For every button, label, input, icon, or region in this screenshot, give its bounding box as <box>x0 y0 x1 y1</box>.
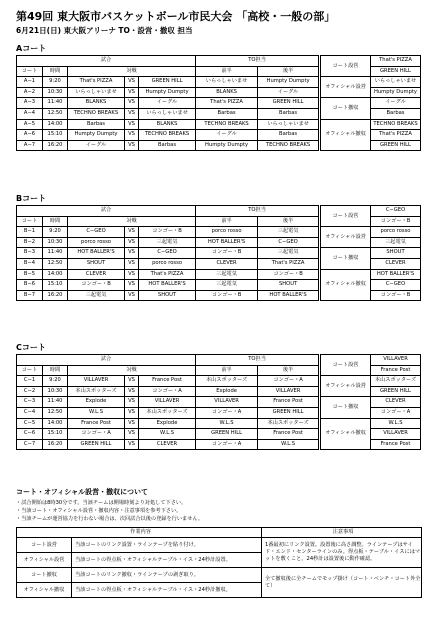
table-cell: W.L.S <box>258 439 319 450</box>
table-cell: コンゴー・B <box>139 227 196 238</box>
table-cell: 16:20 <box>43 290 68 301</box>
section-title-c: Cコート <box>16 343 46 352</box>
table-cell: コンゴー・B <box>68 280 125 291</box>
table-cell: A−6 <box>17 130 43 141</box>
table-cell: 対戦 <box>68 216 196 227</box>
table-cell: コート設営 <box>321 206 371 227</box>
table-cell: コンゴー・B <box>196 248 258 259</box>
table-cell: TECHNO BREAKS <box>196 119 258 130</box>
table-cell: GREEN HILL <box>258 98 319 109</box>
setup-table-b <box>320 205 421 301</box>
table-cell: 9:20 <box>43 77 68 88</box>
table-cell: 本山スポッターズ <box>371 376 421 387</box>
table-cell: That's PIZZA <box>371 56 421 67</box>
table-row <box>17 407 319 418</box>
table-cell: 前半 <box>196 365 258 376</box>
table-cell: コート撤収 <box>321 397 371 418</box>
table-cell: オフィシャル設営 <box>321 77 371 98</box>
note-line: ・当該コート・オフィシャル設営・撤収内容・注意事項を参考下さい。 <box>16 508 182 514</box>
table-cell: コンゴー・A <box>139 386 196 397</box>
table-cell: Explode <box>139 418 196 429</box>
table-cell: 試合 <box>17 355 196 366</box>
table-row <box>17 439 319 450</box>
table-cell: VILLAVER <box>68 376 125 387</box>
notes-note-header: 注意事項 <box>262 528 422 538</box>
table-cell: GREEN HILL <box>371 140 421 151</box>
page-subtitle: 6月21日(日) 東大阪アリーナ TO・設営・撤収 担当 <box>16 26 193 35</box>
table-cell: 12:50 <box>43 258 68 269</box>
table-cell: コンゴー・A <box>196 439 258 450</box>
table-cell: Barbas <box>258 130 319 141</box>
table-row <box>17 386 319 397</box>
table-cell: VS <box>125 98 139 109</box>
table-cell: コート設営 <box>17 538 72 553</box>
table-cell: GREEN HILL <box>196 429 258 440</box>
table-cell: 前半 <box>196 216 258 227</box>
table-cell: オフィシャル設営 <box>321 376 371 397</box>
table-cell: 三起電気 <box>68 290 125 301</box>
table-row <box>17 227 319 238</box>
table-cell: いらっしゃいませ <box>139 108 196 119</box>
table-cell: France Post <box>258 429 319 440</box>
table-cell: 14:00 <box>43 418 68 429</box>
table-cell: コート撤収 <box>17 568 72 583</box>
table-cell: Barbas <box>68 119 125 130</box>
table-cell: VS <box>125 397 139 408</box>
table-cell: Barbas <box>371 108 421 119</box>
table-cell: TECHNO BREAKS <box>68 108 125 119</box>
table-cell: A−1 <box>17 77 43 88</box>
table-cell: VILLAVER <box>196 397 258 408</box>
first-half-header: 前半 <box>196 66 258 77</box>
table-cell: 16:20 <box>43 439 68 450</box>
table-cell: VS <box>125 119 139 130</box>
table-cell: That's PIZZA <box>258 258 319 269</box>
table-cell: France Post <box>371 365 421 376</box>
table-cell: いらっしゃいませ <box>371 77 421 88</box>
table-cell: VS <box>125 108 139 119</box>
table-cell: VS <box>125 439 139 450</box>
table-cell: 全て撤収後に全チームでモップ掛け（コート・ベンチ・コート外全て） <box>262 568 422 598</box>
table-cell: コート設営 <box>321 56 371 77</box>
table-cell: A−5 <box>17 119 43 130</box>
time-header: 時間 <box>43 66 68 77</box>
table-cell: C−GEO <box>68 227 125 238</box>
table-cell: 16:20 <box>43 140 68 151</box>
table-cell: A−3 <box>17 98 43 109</box>
table-cell: CLEVER <box>139 439 196 450</box>
table-cell: 15:10 <box>43 429 68 440</box>
table-cell: B−3 <box>17 248 43 259</box>
table-cell: 11:40 <box>43 248 68 259</box>
setup-table-a <box>320 55 421 151</box>
table-cell: オフィシャル設営 <box>321 227 371 248</box>
table-cell: GREEN HILL <box>371 66 421 77</box>
table-cell: 当該コートのリンク設置・ラインテープを貼り付け。 <box>72 538 262 553</box>
table-cell: 対戦 <box>68 365 196 376</box>
table-row <box>17 376 319 387</box>
table-cell: オフィシャル撤収 <box>17 583 72 598</box>
note-line: ・当該チームが運営協力を行わない場合は、次回試合以後の登録を行いません。 <box>16 516 204 522</box>
table-cell: C−GEO <box>258 237 319 248</box>
table-cell: C−GEO <box>139 248 196 259</box>
table-row <box>17 429 319 440</box>
table-cell: France Post <box>258 397 319 408</box>
table-cell: オフィシャル撤収 <box>321 269 371 301</box>
table-cell: 当該コートの得点板・オフィシャルテーブル・イス・24秒計撤収。 <box>72 583 262 598</box>
table-cell: 三起電気 <box>139 237 196 248</box>
table-cell: コート <box>17 365 43 376</box>
table-cell: オフィシャル設営 <box>17 553 72 568</box>
table-cell: Explode <box>196 386 258 397</box>
table-cell: That's PIZZA <box>196 98 258 109</box>
notes-table <box>16 527 422 598</box>
table-cell: VS <box>125 376 139 387</box>
table-cell: コート <box>17 216 43 227</box>
section-title-a: Aコート <box>16 44 47 53</box>
table-cell: 時間 <box>43 365 68 376</box>
table-cell: コンゴー・A <box>68 429 125 440</box>
table-row <box>17 130 319 141</box>
table-cell: オフィシャル撤収 <box>321 418 371 450</box>
table-cell: C−2 <box>17 386 43 397</box>
table-cell: B−7 <box>17 290 43 301</box>
table-cell: Barbas <box>196 108 258 119</box>
table-cell: 10:30 <box>43 87 68 98</box>
table-cell: W.L.S <box>68 407 125 418</box>
table-cell: CLEVER <box>371 258 421 269</box>
table-cell: 本山スポッターズ <box>68 386 125 397</box>
table-cell: いらっしゃいませ <box>258 119 319 130</box>
table-cell: コート撤収 <box>321 98 371 119</box>
table-cell: コンゴー・B <box>258 269 319 280</box>
table-cell: VILLAVER <box>258 386 319 397</box>
page-title: 第49回 東大阪市バスケットボール市民大会 「高校・一般の部」 <box>16 10 336 23</box>
table-cell: GREEN HILL <box>68 439 125 450</box>
table-cell: 本山スポッターズ <box>196 376 258 387</box>
table-cell: GREEN HILL <box>371 386 421 397</box>
table-cell: W.L.S <box>371 418 421 429</box>
table-cell: HOT BALLER'S <box>139 280 196 291</box>
table-cell: France Post <box>68 418 125 429</box>
table-cell: C−1 <box>17 376 43 387</box>
table-cell: 9:20 <box>43 227 68 238</box>
table-row <box>17 237 319 248</box>
notes-heading: コート・オフィシャル設営・撤収について <box>16 488 148 496</box>
table-cell: コート撤収 <box>321 248 371 269</box>
table-cell: Barbas <box>139 140 196 151</box>
table-cell: VS <box>125 130 139 141</box>
table-cell: VS <box>125 269 139 280</box>
table-row <box>17 258 319 269</box>
table-cell: TECHNO BREAKS <box>371 119 421 130</box>
table-cell: 12:50 <box>43 407 68 418</box>
table-row <box>17 108 319 119</box>
table-cell: France Post <box>371 439 421 450</box>
table-cell: 後半 <box>258 365 319 376</box>
table-row <box>17 140 319 151</box>
table-cell: VS <box>125 227 139 238</box>
table-cell: B−6 <box>17 280 43 291</box>
table-cell: Barbas <box>258 108 319 119</box>
table-cell: Explode <box>68 397 125 408</box>
table-cell: 試合 <box>17 206 196 217</box>
court-header: コート <box>17 66 43 77</box>
table-cell: GREEN HILL <box>258 407 319 418</box>
table-cell: イーグル <box>371 98 421 109</box>
table-cell: A−7 <box>17 140 43 151</box>
table-cell: VS <box>125 237 139 248</box>
table-cell: porco rosso <box>196 227 258 238</box>
table-row <box>17 397 319 408</box>
table-cell: porco rosso <box>139 258 196 269</box>
table-cell: C−7 <box>17 439 43 450</box>
table-cell: VS <box>125 87 139 98</box>
table-cell: イーグル <box>68 140 125 151</box>
table-cell: 三起電気 <box>258 227 319 238</box>
table-cell: A−2 <box>17 87 43 98</box>
to-header: TO担当 <box>196 56 319 67</box>
table-cell: W.L.S <box>139 429 196 440</box>
table-cell: VILLAVER <box>139 397 196 408</box>
table-cell: 当該コートの得点板・オフィシャルテーブル・イス・24秒計設置。 <box>72 553 262 568</box>
second-half-header: 後半 <box>258 66 319 77</box>
table-cell: HOT BALLER'S <box>68 248 125 259</box>
table-row <box>17 119 319 130</box>
table-cell: That's PIZZA <box>68 77 125 88</box>
table-cell: C−3 <box>17 397 43 408</box>
table-cell: いらっしゃいませ <box>196 77 258 88</box>
table-row <box>17 77 319 88</box>
table-cell: 三起電気 <box>196 280 258 291</box>
table-cell: B−2 <box>17 237 43 248</box>
note-line: ・試合開始は8時30分です。当該チームは開場時刻より対処して下さい。 <box>16 500 187 506</box>
table-cell: W.L.S <box>196 418 258 429</box>
table-cell: porco rosso <box>371 227 421 238</box>
table-cell: 1番最初にリンク設置。設置後に高さ調整。ラインテープはサイド・エンド・センターラインのみ。得点板・テーブル・イスにはマットを敷くこと。24秒計は設置後に動作確認。 <box>262 538 422 568</box>
table-cell: B−1 <box>17 227 43 238</box>
table-cell: コンゴー・A <box>258 376 319 387</box>
table-cell: 15:10 <box>43 130 68 141</box>
table-cell: BLANKS <box>68 98 125 109</box>
notes-item-header: 作業内容 <box>17 528 262 538</box>
table-cell: コンゴー・A <box>371 407 421 418</box>
table-cell: VILLAVER <box>371 429 421 440</box>
table-cell: 15:10 <box>43 280 68 291</box>
table-cell: 12:50 <box>43 108 68 119</box>
table-cell: TECHNO BREAKS <box>258 140 319 151</box>
table-cell: C−GEO <box>371 206 421 217</box>
table-cell: イーグル <box>196 130 258 141</box>
table-cell: SHOUT <box>68 258 125 269</box>
table-cell: VS <box>125 248 139 259</box>
table-cell: C−5 <box>17 418 43 429</box>
table-row <box>17 98 319 109</box>
table-row <box>17 269 319 280</box>
table-cell: Humpty Dumpty <box>196 140 258 151</box>
table-cell: HOT BALLER'S <box>196 237 258 248</box>
table-cell: 10:30 <box>43 237 68 248</box>
table-cell: CLEVER <box>371 397 421 408</box>
table-cell: SHOUT <box>139 290 196 301</box>
table-cell: コンゴー・B <box>371 290 421 301</box>
table-cell: VILLAVER <box>371 355 421 366</box>
table-cell: 三起電気 <box>196 269 258 280</box>
table-cell: That's PIZZA <box>139 269 196 280</box>
table-row <box>17 290 319 301</box>
section-title-b: Bコート <box>16 194 47 203</box>
schedule-table-c <box>16 354 319 450</box>
table-cell: TO担当 <box>196 355 319 366</box>
setup-table-c <box>320 354 421 450</box>
table-cell: 本山スポッターズ <box>258 418 319 429</box>
table-cell: That's PIZZA <box>371 130 421 141</box>
table-cell: TO担当 <box>196 206 319 217</box>
table-cell: VS <box>125 280 139 291</box>
table-cell: 時間 <box>43 216 68 227</box>
table-cell: VS <box>125 407 139 418</box>
table-cell: イーグル <box>258 87 319 98</box>
table-cell: Humpty Dumpty <box>371 87 421 98</box>
table-cell: 9:20 <box>43 376 68 387</box>
table-cell: HOT BALLER'S <box>258 290 319 301</box>
table-cell: CLEVER <box>196 258 258 269</box>
schedule-table-a <box>16 55 319 151</box>
table-cell: VS <box>125 77 139 88</box>
table-cell: 11:40 <box>43 397 68 408</box>
table-cell: GREEN HILL <box>139 77 196 88</box>
table-row <box>17 87 319 98</box>
table-cell: B−4 <box>17 258 43 269</box>
table-cell: VS <box>125 418 139 429</box>
table-row <box>17 248 319 259</box>
table-cell: C−4 <box>17 407 43 418</box>
table-cell: TECHNO BREAKS <box>139 130 196 141</box>
table-cell: 三起電気 <box>258 248 319 259</box>
table-cell: VS <box>125 140 139 151</box>
table-cell: 本山スポッターズ <box>139 407 196 418</box>
table-cell: コート設営 <box>321 355 371 376</box>
table-cell: VS <box>125 258 139 269</box>
table-cell: いらっしゃいませ <box>68 87 125 98</box>
table-cell: 10:30 <box>43 386 68 397</box>
table-cell: 14:00 <box>43 119 68 130</box>
table-row <box>17 280 319 291</box>
table-cell: France Post <box>139 376 196 387</box>
vs-header: 対戦 <box>68 66 196 77</box>
table-cell: コンゴー・B <box>196 290 258 301</box>
table-row <box>17 418 319 429</box>
table-cell: B−5 <box>17 269 43 280</box>
table-cell: HOT BALLER'S <box>371 269 421 280</box>
table-cell: C−GEO <box>371 280 421 291</box>
table-cell: コンゴー・A <box>196 407 258 418</box>
table-cell: コンゴー・B <box>371 216 421 227</box>
table-cell: A−4 <box>17 108 43 119</box>
table-cell: porco rosso <box>68 237 125 248</box>
table-cell: オフィシャル撤収 <box>321 119 371 151</box>
table-cell: BLANKS <box>139 119 196 130</box>
table-cell: Humpty Dumpty <box>139 87 196 98</box>
table-cell: SHOUT <box>371 248 421 259</box>
table-cell: 14:00 <box>43 269 68 280</box>
table-cell: BLANKS <box>196 87 258 98</box>
schedule-table-b <box>16 205 319 301</box>
table-cell: C−6 <box>17 429 43 440</box>
table-cell: VS <box>125 290 139 301</box>
table-cell: イーグル <box>139 98 196 109</box>
table-cell: CLEVER <box>68 269 125 280</box>
table-cell: 後半 <box>258 216 319 227</box>
table-cell: 11:40 <box>43 98 68 109</box>
table-cell: Humpty Dumpty <box>258 77 319 88</box>
table-cell: VS <box>125 386 139 397</box>
table-cell: VS <box>125 429 139 440</box>
table-cell: 三起電気 <box>371 237 421 248</box>
match-header: 試合 <box>17 56 196 67</box>
table-cell: 当該コートのリンク撤収・ラインテープの剥ぎ取り。 <box>72 568 262 583</box>
table-cell: Humpty Dumpty <box>68 130 125 141</box>
table-cell: SHOUT <box>258 280 319 291</box>
